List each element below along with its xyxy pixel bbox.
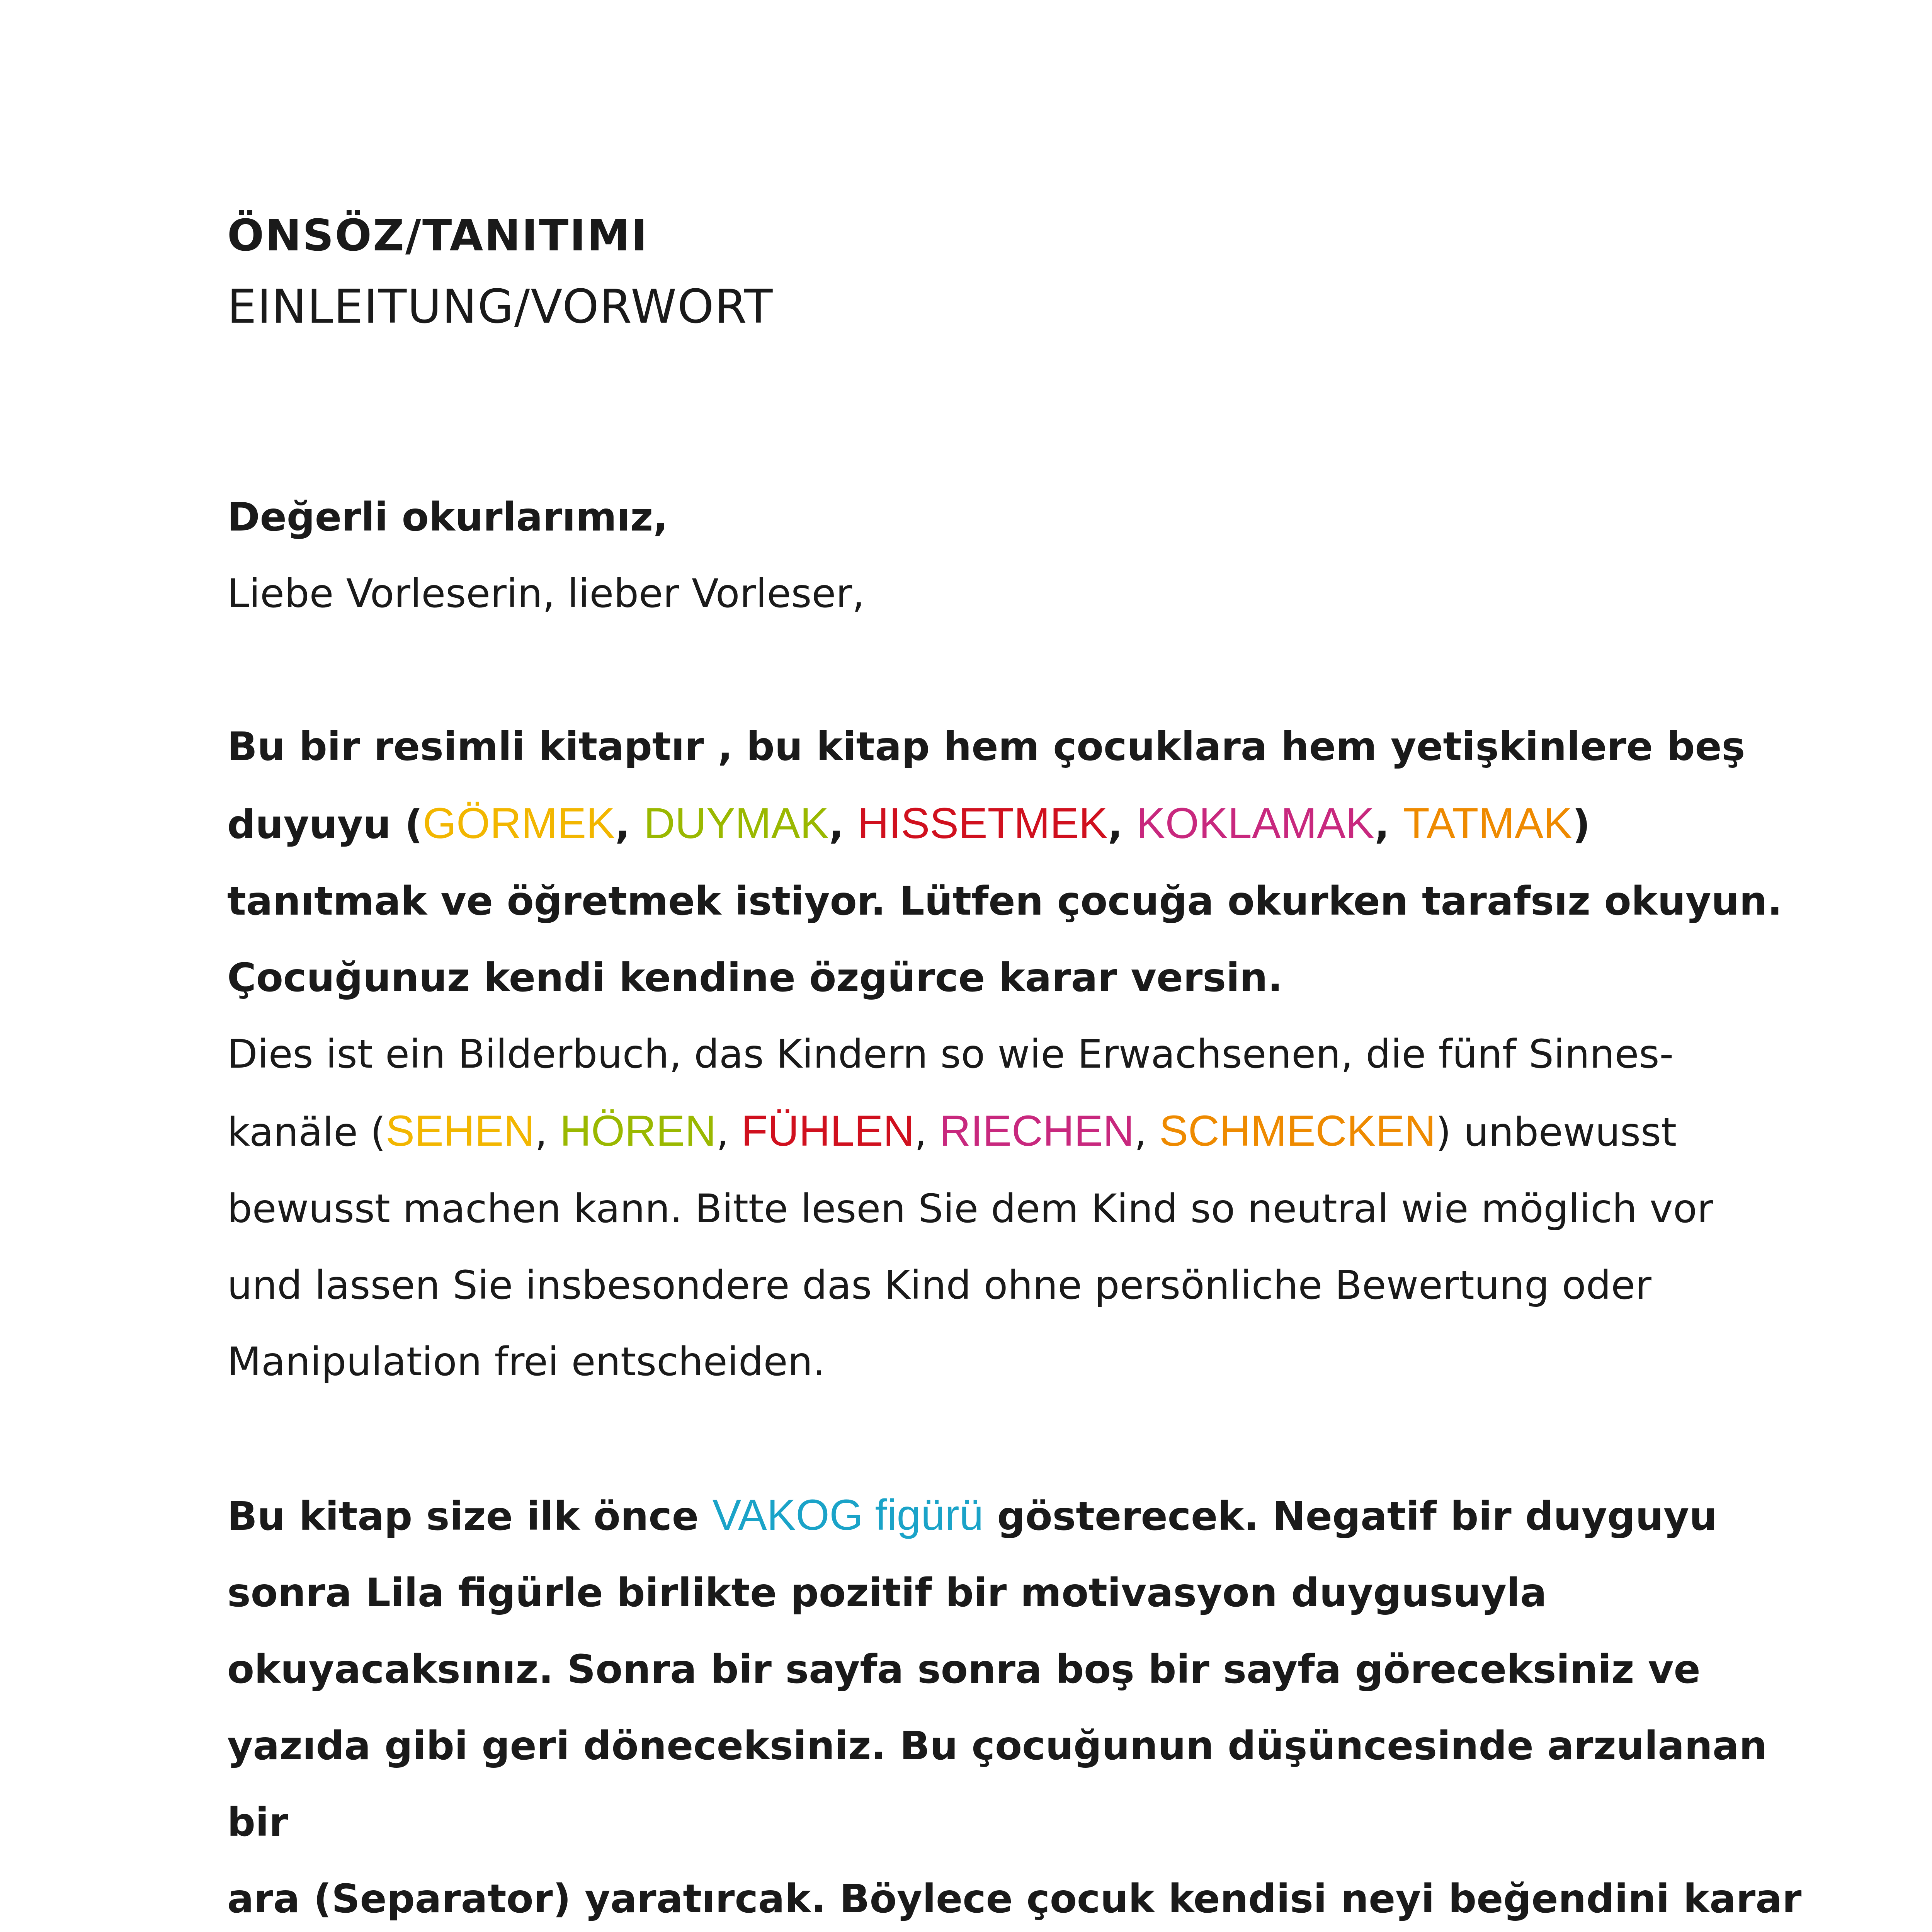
p1-tr-line3: tanıtmak ve öğretmek istiyor. Lütfen çocuğa okurken tarafsız okuyun. <box>227 878 1782 924</box>
comma: , <box>716 1109 742 1155</box>
p2-tr-prefix: Bu kitap size ilk önce <box>227 1493 699 1539</box>
p1-de-line2 <box>227 1093 1811 1171</box>
p2-tr-line2: sonra Lila figürle birlikte pozitif bir motivasyon duygusuyla <box>227 1570 1547 1616</box>
p1-de-line3: bewusst machen kann. Bitte lesen Sie dem Kind so neutral wie möglich vor <box>227 1186 1713 1232</box>
p1-tr-suffix: ) <box>1572 802 1590 848</box>
sense-taste-de: SCHMECKEN <box>1159 1107 1436 1155</box>
comma: , <box>615 802 644 848</box>
sense-hear-de: HÖREN <box>560 1107 716 1155</box>
paragraph-spacer <box>227 632 1811 709</box>
paragraph-spacer <box>227 1400 1811 1477</box>
sense-feel-de: FÜHLEN <box>741 1107 915 1155</box>
comma: , <box>535 1109 560 1155</box>
p2-tr-line3: okuyacaksınız. Sonra bir sayfa sonra boş bir sayfa göreceksiniz ve <box>227 1646 1701 1692</box>
p1-tr-prefix: duyuyu ( <box>227 802 423 848</box>
p1-de-line5: Manipulation frei entscheiden. <box>227 1339 825 1385</box>
p2-tr-line5: ara (Separator) yaratırcak. Böylece çocuk kendisi neyi beğendini karar <box>227 1876 1802 1922</box>
p1-de-line1: Dies ist ein Bilderbuch, das Kindern so wie Erwachsenen, die fünf Sinnes- <box>227 1031 1674 1077</box>
p2-tr-suffix: gösterecek. Negatif bir duyguyu <box>997 1493 1718 1539</box>
vakog-figure-tr: VAKOG figürü <box>712 1491 983 1539</box>
p1-de-prefix: kanäle ( <box>227 1109 386 1155</box>
p1-tr-line4: Çocuğunuz kendi kendine özgürce karar versin. <box>227 955 1283 1001</box>
p1-tr-line2 <box>227 785 1811 863</box>
sense-smell-de: RIECHEN <box>939 1107 1134 1155</box>
sense-hear-tr: DUYMAK <box>644 799 829 847</box>
p2-tr-line1 <box>227 1477 1811 1555</box>
comma: , <box>1134 1109 1160 1155</box>
greeting-turkish: Değerli okurlarımız, <box>227 494 668 540</box>
heading-german: EINLEITUNG/VORWORT <box>227 280 774 334</box>
p1-tr-line1: Bu bir resimli kitaptır , bu kitap hem çocuklara hem yetişkinlere beş <box>227 724 1745 770</box>
sense-smell-tr: KOKLAMAK <box>1136 799 1375 847</box>
sense-see-de: SEHEN <box>386 1107 535 1155</box>
comma: , <box>914 1109 940 1155</box>
comma: , <box>829 802 858 848</box>
sense-see-tr: GÖRMEK <box>422 799 615 847</box>
p1-de-suffix: ) unbewusst <box>1435 1109 1677 1155</box>
comma: , <box>1374 802 1403 848</box>
sense-taste-tr: TATMAK <box>1403 799 1573 847</box>
p2-tr-line4: yazıda gibi geri döneceksiniz. Bu çocuğunun düşüncesinde arzulanan bir <box>227 1723 1767 1845</box>
comma: , <box>1107 802 1136 848</box>
sense-feel-tr: HISSETMEK <box>857 799 1108 847</box>
p1-de-line4: und lassen Sie insbesondere das Kind ohne persönliche Bewertung oder <box>227 1262 1651 1308</box>
page-content <box>227 201 1811 1932</box>
greeting-german: Liebe Vorleserin, lieber Vorleser, <box>227 571 865 617</box>
heading-turkish: ÖNSÖZ/TANITIMI <box>227 211 648 261</box>
